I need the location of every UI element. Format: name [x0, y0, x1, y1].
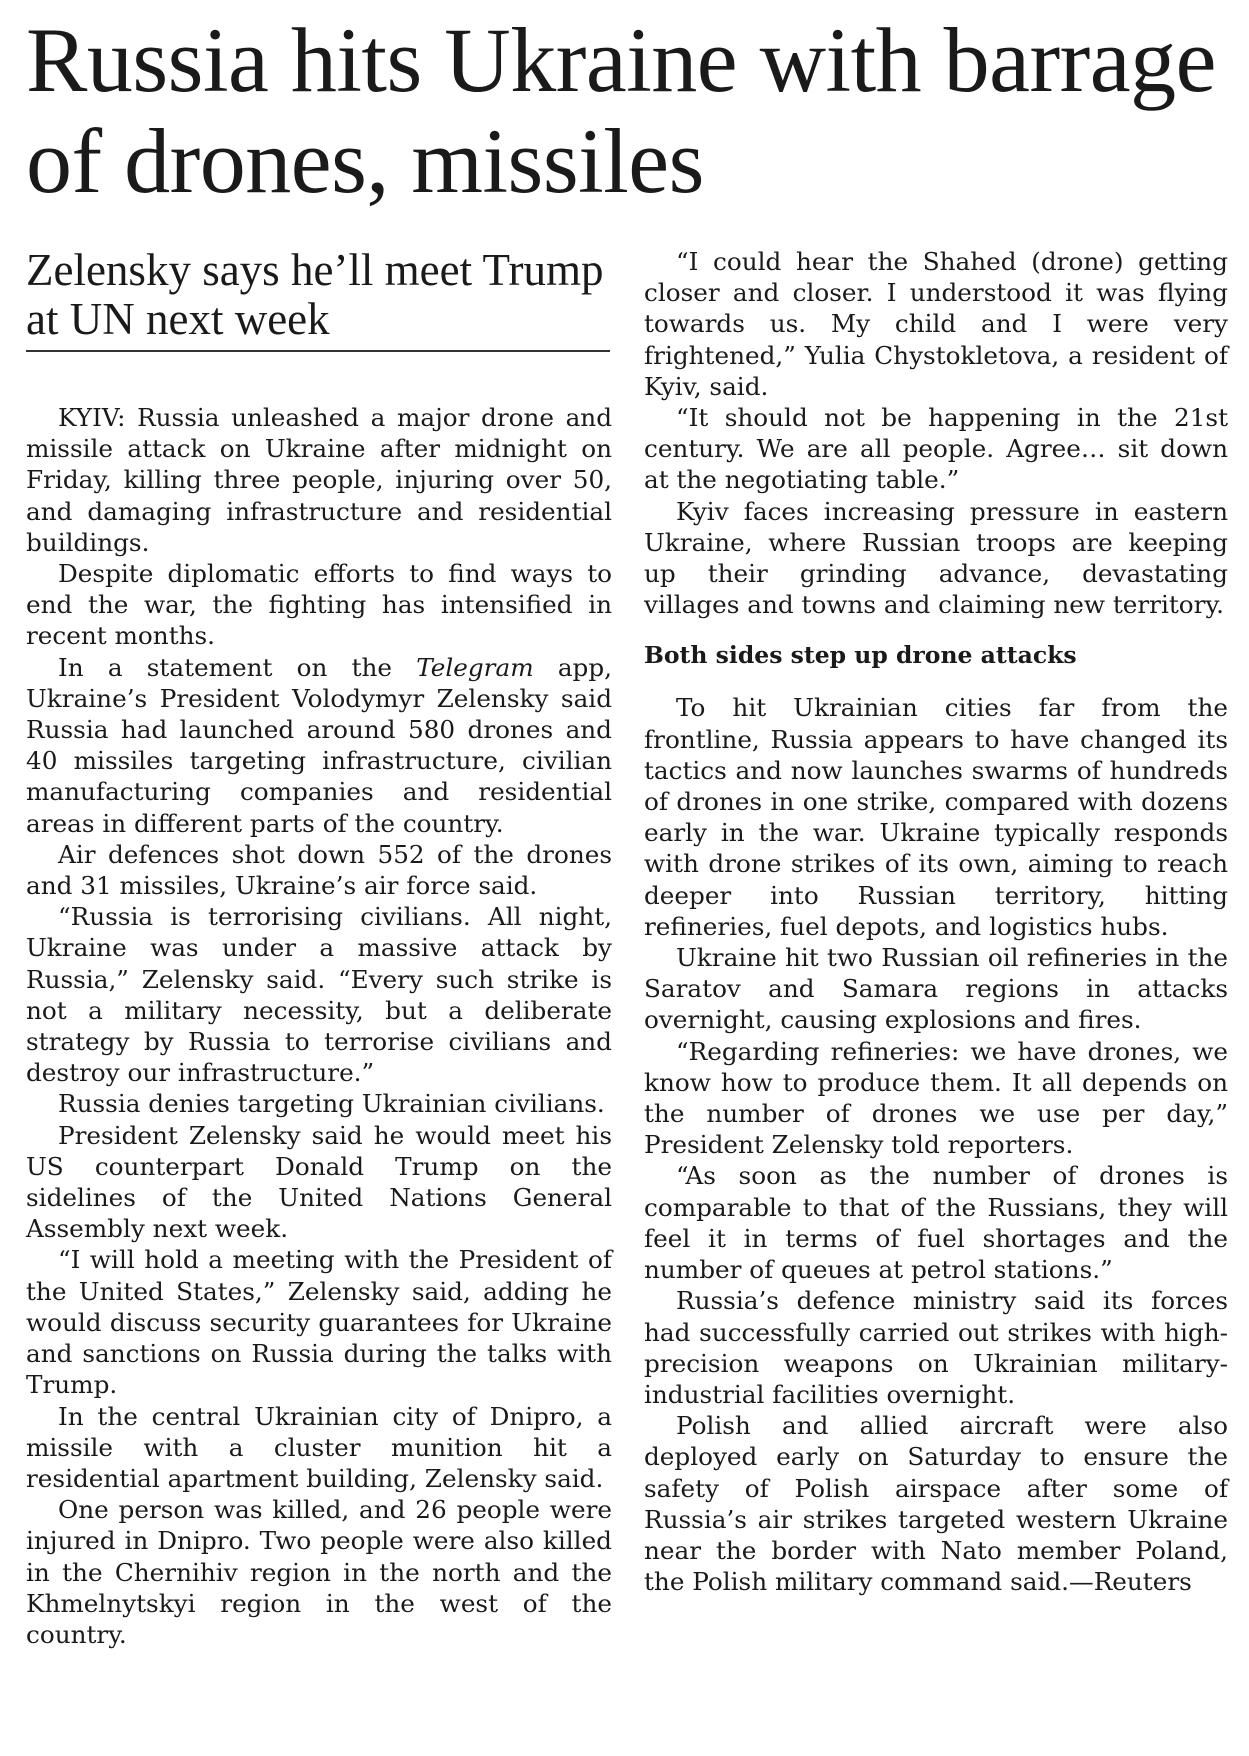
paragraph: Despite diplomatic efforts to find ways to end the war, the fighting has intensified in recent months.	[26, 559, 612, 651]
paragraph-text: In a statement on the	[58, 652, 417, 682]
article-column-right	[644, 246, 1228, 1597]
paragraph: Ukraine hit two Russian oil refineries in the Saratov and Samara regions in attacks overnight, causing explosions and fires.	[644, 943, 1228, 1035]
paragraph: “Russia is terrorising civilians. All night, Ukraine was under a massive attack by Russia,” Zelensky said. “Every such strike is not a military necessity, but a deliberate strategy by Russia to terrorise civilians and destroy our infrastructure.”	[26, 902, 612, 1088]
paragraph: KYIV: Russia unleashed a major drone and missile attack on Ukraine after midnight on Friday, killing three people, injuring over 50, and damaging infrastructure and residential buildings.	[26, 403, 612, 557]
paragraph: “It should not be happening in the 21st century. We are all people. Agree… sit down at the negotiating table.”	[644, 403, 1228, 495]
paragraph: Russia’s defence ministry said its forces had successfully carried out strikes with high-precision weapons on Ukrainian military-industrial facilities overnight.	[644, 1286, 1228, 1409]
article-column-left	[26, 402, 612, 1650]
paragraph: “As soon as the number of drones is comparable to that of the Russians, they will feel it in terms of fuel shortages and the number of queues at petrol stations.”	[644, 1161, 1228, 1285]
subheadline: Zelensky says he’ll meet Trump at UN next week	[26, 245, 604, 344]
paragraph: Air defences shot down 552 of the drones and 31 missiles, Ukraine’s air force said.	[26, 839, 612, 901]
paragraph: Russia denies targeting Ukrainian civilians.	[58, 1089, 605, 1119]
paragraph: To hit Ukrainian cities far from the frontline, Russia appears to have changed its tactics and now launches swarms of hundreds of drones in one strike, compared with dozens early in the war. Ukraine typically responds with drone strikes of its own, aiming to reach deeper into Russian territory, hitting refineries, fuel depots, and logistics hubs.	[644, 693, 1228, 941]
paragraph-text: app, Ukraine’s President Volodymyr Zelensky said Russia had launched around 580 drones and 40 missiles targeting infrastructure, civilian manufacturing companies and residential areas in different parts of the country.	[26, 652, 612, 838]
crosshead: Both sides step up drone attacks	[644, 641, 1077, 670]
paragraph: “Regarding refineries: we have drones, we know how to produce them. It all depends on the number of drones we use per day,” President Zelensky told reporters.	[644, 1036, 1228, 1160]
paragraph: Polish and allied aircraft were also deployed early on Saturday to ensure the safety of Polish airspace after some of Russia’s air strikes targeted western Ukraine near the border with Nato member Poland, the Polish military command said.—Reuters	[644, 1411, 1228, 1597]
paragraph: “I could hear the Shahed (drone) getting closer and closer. I understood it was flying towards us. My child and I were very frightened,” Yulia Chystokletova, a resident of Kyiv, said.	[644, 247, 1228, 401]
subheadline-divider	[26, 350, 610, 352]
app-name: Telegram	[416, 652, 534, 682]
headline: Russia hits Ukraine with barrage of drones, missiles	[26, 9, 1216, 212]
paragraph: President Zelensky said he would meet his US counterpart Donald Trump on the sidelines of the United Nations General Assembly next week.	[26, 1120, 612, 1244]
paragraph: “I will hold a meeting with the President of the United States,” Zelensky said, adding he would discuss security guarantees for Ukraine and sanctions on Russia during the talks with Trump.	[26, 1245, 612, 1400]
paragraph: Kyiv faces increasing pressure in eastern Ukraine, where Russian troops are keeping up their grinding advance, devastating villages and towns and claiming new territory.	[644, 496, 1228, 620]
paragraph	[26, 652, 612, 839]
paragraph: In the central Ukrainian city of Dnipro, a missile with a cluster munition hit a residential apartment building, Zelensky said.	[26, 1401, 612, 1493]
paragraph: One person was killed, and 26 people were injured in Dnipro. Two people were also killed in the Chernihiv region in the north and the Khmelnytskyi region in the west of the country.	[26, 1495, 612, 1649]
